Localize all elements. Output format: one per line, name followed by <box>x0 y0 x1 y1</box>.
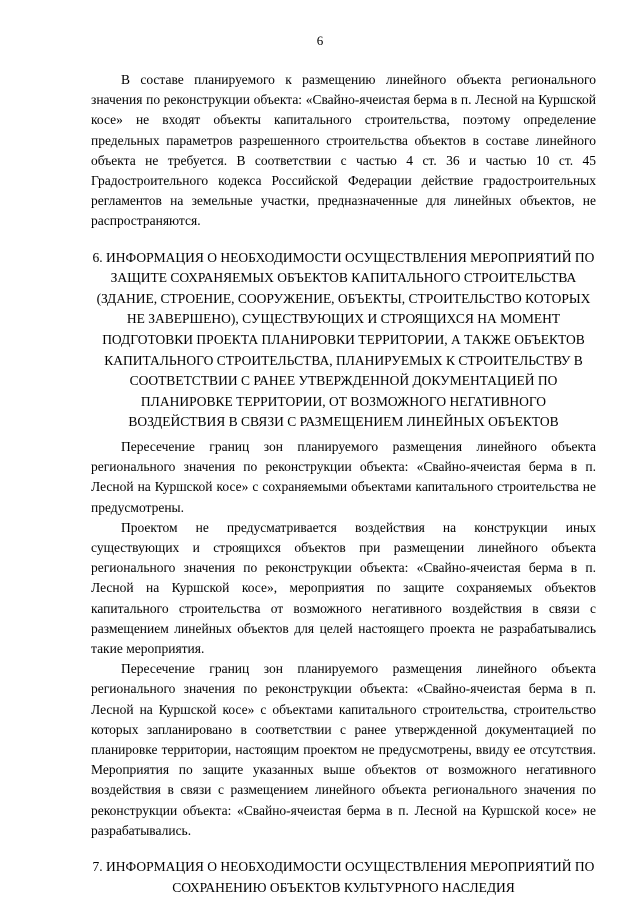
paragraph-intersection-planned-objects: Пересечение границ зон планируемого размещения линейного объекта регионального значения по реконструкции объекта: «Свайно-ячеистая берма в п. Лесной на Куршской косе» с объектами капитального строительства, строительство которых запланировано в соответствии с ранее утвержденной документацией по планировке территории, настоящим проектом не предусмотрены, ввиду ее отсутствия. Мероприятия по защите указанных выше объектов от возможного негативного воздействия в связи с размещением линейного объекта регионального значения по реконструкции объекта: «Свайно-ячеистая берма в п. Лесной на Куршской косе» не разрабатывались. <box>91 661 596 838</box>
document-body <box>91 70 596 898</box>
page-number: 6 <box>316 33 324 48</box>
paragraph-intersection-preserved-objects: Пересечение границ зон планируемого размещения линейного объекта регионального значения по реконструкции объекта: «Свайно-ячеистая берма в п. Лесной на Куршской косе» с сохраняемыми объектами капитального строительства не предусмотрены. <box>91 438 596 515</box>
paragraph-linear-object-composition: В составе планируемого к размещению линейного объекта регионального значения по реконструкции объекта: «Свайно-ячеистая берма в п. Лесной на Куршской косе» не входят объекты капитального строительства, поэтому определение предельных параметров разрешенного строительства объектов в составе линейного объекта не требуется. В соответствии с частью 4 ст. 36 и частью 10 ст. 45 Градостроительного кодекса Российской Федерации действие градостроительных регламентов на земельные участки, предназначенные для линейных объектов, не распространяются. <box>91 72 596 229</box>
section-7-heading: 7. ИНФОРМАЦИЯ О НЕОБХОДИМОСТИ ОСУЩЕСТВЛЕНИЯ МЕРОПРИЯТИЙ ПО СОХРАНЕНИЮ ОБЪЕКТОВ КУЛЬТУРНОГО НАСЛЕДИЯ <box>92 859 595 895</box>
paragraph-no-impact-on-structures: Проектом не предусматривается воздействия на конструкции иных существующих и строящихся объектов при размещении линейного объекта регионального значения по реконструкции объекта: «Свайно-ячеистая берма в п. Лесной на Куршской косе», мероприятия по защите сохраняемых объектов капитального строительства от возможного негативного воздействия в связи с размещением линейных объектов для целей настоящего проекта не разрабатывались такие мероприятия. <box>91 519 596 656</box>
section-6-heading: 6. ИНФОРМАЦИЯ О НЕОБХОДИМОСТИ ОСУЩЕСТВЛЕНИЯ МЕРОПРИЯТИЙ ПО ЗАЩИТЕ СОХРАНЯЕМЫХ ОБЪЕКТОВ КАПИТАЛЬНОГО СТРОИТЕЛЬСТВА (ЗДАНИЕ, СТРОЕНИЕ, СООРУЖЕНИЕ, ОБЪЕКТЫ, СТРОИТЕЛЬСТВО КОТОРЫХ НЕ ЗАВЕРШЕНО), СУЩЕСТВУЮЩИХ И СТРОЯЩИХСЯ НА МОМЕНТ ПОДГОТОВКИ ПРОЕКТА ПЛАНИРОВКИ ТЕРРИТОРИИ, А ТАКЖЕ ОБЪЕКТОВ КАПИТАЛЬНОГО СТРОИТЕЛЬСТВА, ПЛАНИРУЕМЫХ К СТРОИТЕЛЬСТВУ В СООТВЕТСТВИИ С РАНЕЕ УТВЕРЖДЕННОЙ ДОКУМЕНТАЦИЕЙ ПО ПЛАНИРОВКЕ ТЕРРИТОРИИ, ОТ ВОЗМОЖНОГО НЕГАТИВНОГО ВОЗДЕЙСТВИЯ В СВЯЗИ С РАЗМЕЩЕНИЕМ ЛИНЕЙНЫХ ОБЪЕКТОВ <box>92 249 595 430</box>
